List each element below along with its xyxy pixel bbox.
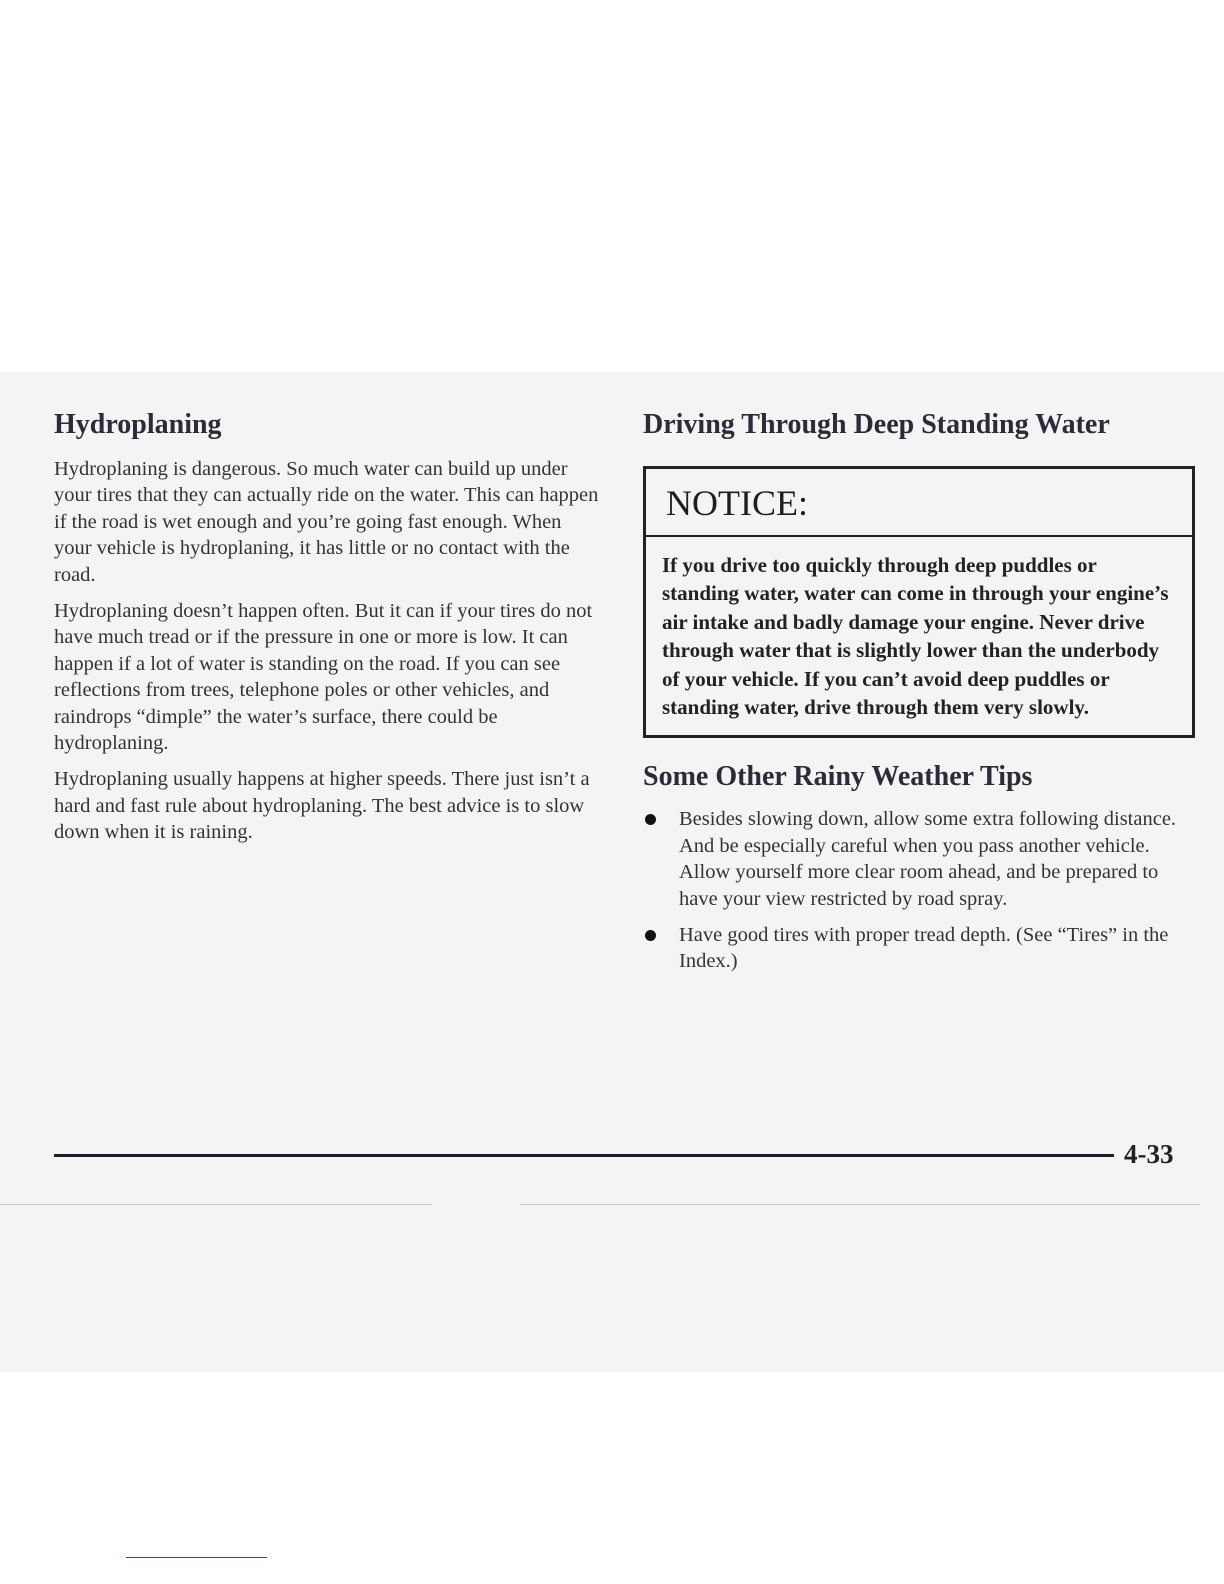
scan-line-left (0, 1204, 432, 1205)
scan-line-right (520, 1204, 1200, 1205)
hydroplaning-section (54, 408, 604, 856)
deep-water-section (643, 408, 1198, 985)
footer-rule (54, 1154, 1114, 1157)
tip-text-1: Besides slowing down, allow some extra following distance. And be especially careful when you pass another vehicle. Allow yourself more clear room ahead, and be prepared to have your view restricted by road spray. (679, 808, 1177, 910)
rainy-weather-tips-list (643, 806, 1198, 974)
notice-heading: NOTICE: (646, 469, 1192, 537)
page-number: 4-33 (1124, 1139, 1174, 1169)
list-item (643, 922, 1198, 975)
hydroplaning-heading: Hydroplaning (54, 409, 222, 440)
notice-text: If you drive too quickly through deep puddles or standing water, water can come in through your engine’s air intake and badly damage your engine. Never drive through water that is slightly lower than the underbody of your vehicle. If you can’t avoid deep puddles or standing water, drive through them very slowly. (662, 553, 1169, 720)
blue-underline (126, 1557, 267, 1558)
hydroplaning-paragraph-3: Hydroplaning usually happens at higher speeds. There just isn’t a hard and fast rule about hydroplaning. The best advice is to slow down when it is raining. (54, 768, 590, 844)
bullet-icon (645, 814, 656, 825)
hydroplaning-paragraph-2: Hydroplaning doesn’t happen often. But it can if your tires do not have much tread or if the pressure in one or more is low. It can happen if a lot of water is standing on the road. If you can see reflections from trees, telephone poles or other vehicles, and raindrops “dimple” the water’s surface, there could be hydroplaning. (54, 600, 593, 755)
list-item (643, 806, 1198, 912)
rainy-weather-tips-heading: Some Other Rainy Weather Tips (643, 761, 1033, 793)
deep-water-heading: Driving Through Deep Standing Water (643, 409, 1110, 440)
tip-text-2: Have good tires with proper tread depth. (See “Tires” in the Index.) (679, 924, 1169, 973)
notice-box (643, 466, 1195, 738)
bullet-icon (645, 930, 656, 941)
hydroplaning-paragraph-1: Hydroplaning is dangerous. So much water can build up under your tires that they can actually ride on the water. This can happen if the road is wet enough and you’re going fast enough. When your vehicle is hydroplaning, it has little or no contact with the road. (54, 458, 599, 586)
